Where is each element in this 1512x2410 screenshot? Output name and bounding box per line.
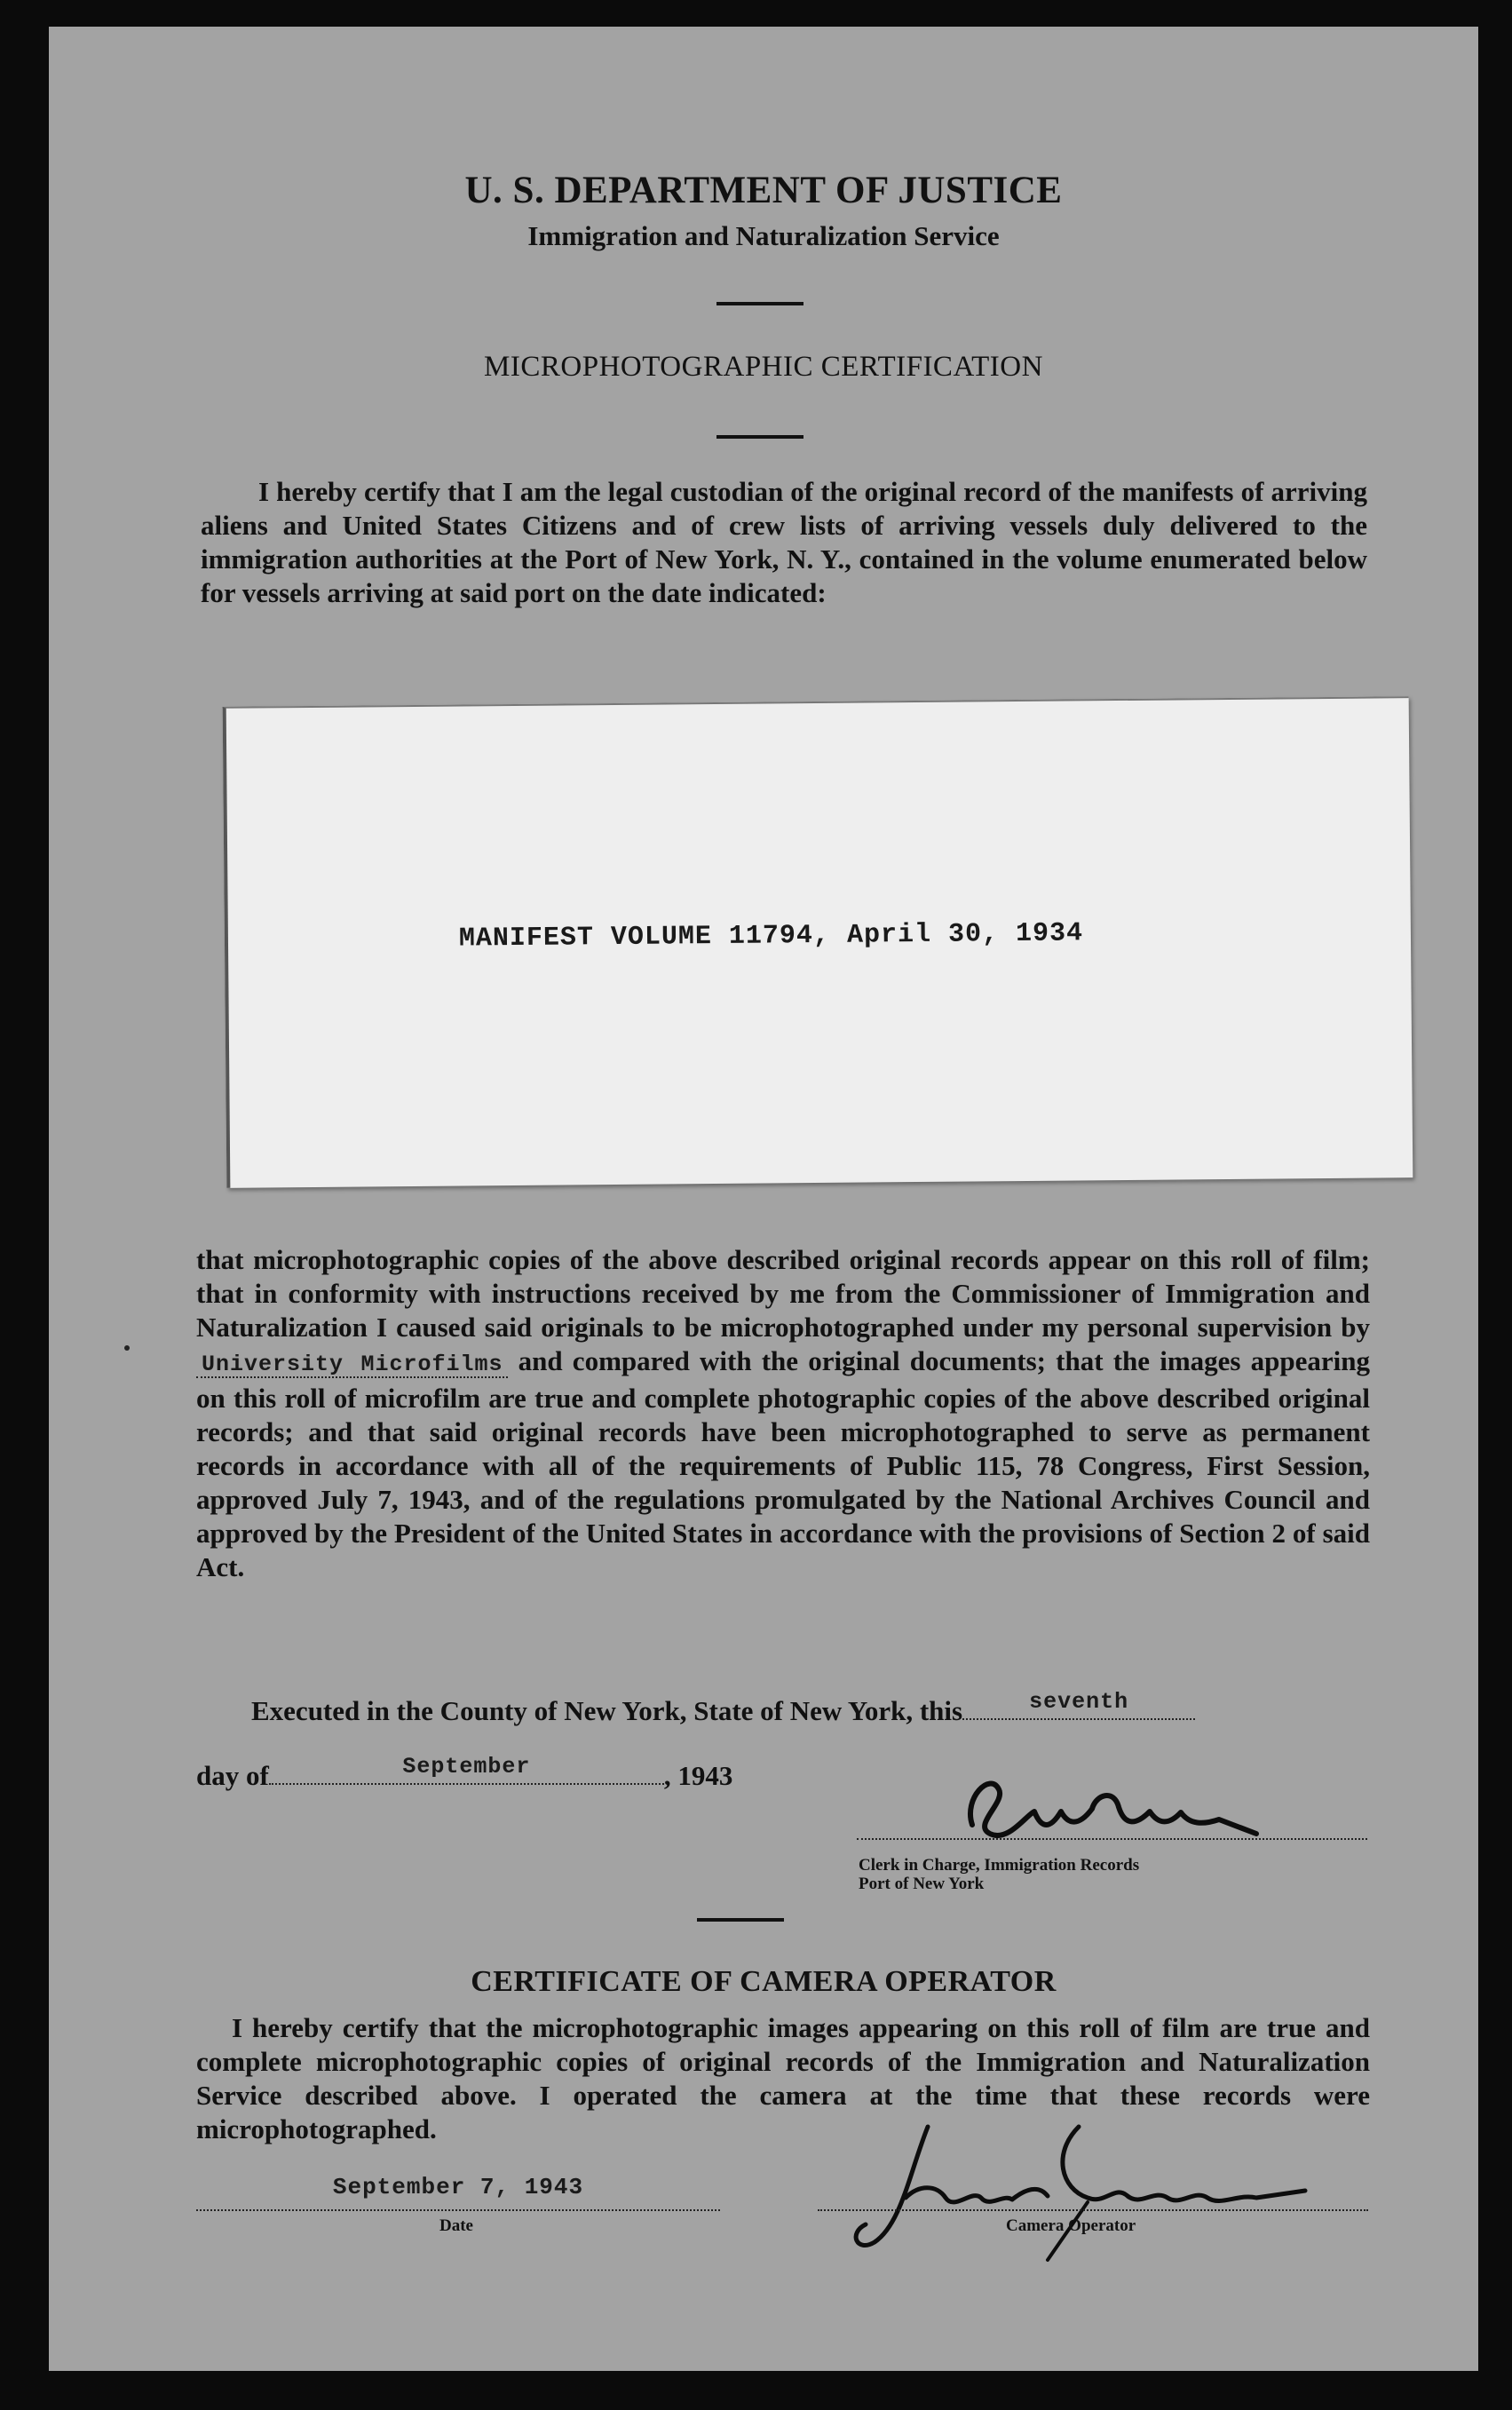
year-suffix: , 1943: [663, 1760, 733, 1791]
film-speck: [124, 1345, 130, 1351]
divider-rule: [716, 435, 803, 439]
camera-certificate-paragraph: I hereby certify that the microphotographic images appearing on this roll of film are true and complete microphotographic copies of original records of the Immigration and Naturalization Service described above. I operated the camera at the time that these records were microphotographed.: [196, 2012, 1370, 2144]
camera-certificate-heading: CERTIFICATE OF CAMERA OPERATOR: [471, 1965, 1057, 1998]
date-label: Date: [439, 2216, 473, 2235]
manifest-volume-text: MANIFEST VOLUME 11794, April 30, 1934: [458, 918, 1084, 955]
date-line: [196, 2209, 720, 2211]
executed-line: [251, 1689, 1195, 1727]
executed-month: September: [402, 1754, 531, 1780]
executed-month-field: [269, 1756, 664, 1785]
certification-heading: MICROPHOTOGRAPHIC CERTIFICATION: [484, 351, 1043, 383]
operation-date: September 7, 1943: [332, 2174, 584, 2200]
bureau-subtitle: Immigration and Naturalization Service: [527, 220, 1000, 251]
clerk-signature: [937, 1763, 1265, 1860]
clerk-title-line1: Clerk in Charge, Immigration Records: [859, 1856, 1140, 1875]
day-of-line: [196, 1756, 732, 1792]
intro-paragraph: I hereby certify that I am the legal custodian of the original record of the manifests of arriving aliens and United States Citizens and of crew lists of arriving vessels duly delivered to the immigration authorities at the Port of New York, N. Y., contained in the volume enumerated below for vessels arriving at said port on the date indicated:: [201, 476, 1367, 608]
agency-title: U. S. DEPARTMENT OF JUSTICE: [464, 170, 1063, 211]
executed-day: seventh: [1029, 1689, 1129, 1715]
body-text-after: and compared with the original documents; that the images appearing on this roll of microfilm are true and complete photographic copies of the above described original records; and that said original records have been microphotographed to serve as permanent records in accordance with all of the requirements of Public 115, 78 Congress, First Session, approved July 7, 1943, and of the regulations promulgated by the National Archives Council and approved by the President of the United States in accordance with the provisions of Section 2 of said Act.: [196, 1345, 1371, 1582]
body-text-before: that microphotographic copies of the above described original records appear on this roll of film; that in conformity with instructions received by me from the Commissioner of Immigration and Naturalization I caused said originals to be microphotographed under my personal supervision by: [196, 1244, 1370, 1343]
executed-prefix: Executed in the County of New York, State of New York, this: [251, 1695, 963, 1726]
camera-operator-label: Camera Operator: [1006, 2216, 1136, 2235]
divider-rule: [716, 302, 803, 305]
divider-rule: [697, 1918, 784, 1922]
photographer-name: University Microfilms: [202, 1352, 503, 1377]
clerk-signature-line: [857, 1838, 1367, 1840]
photographer-field: [196, 1345, 508, 1378]
volume-insert-card: [223, 696, 1413, 1188]
clerk-title: [859, 1856, 1139, 1893]
clerk-title-line2: Port of New York: [859, 1875, 985, 1893]
executed-day-field: [962, 1689, 1195, 1720]
day-of-prefix: day of: [196, 1760, 269, 1791]
certificate-page: [49, 27, 1478, 2371]
certification-body-paragraph: [196, 1243, 1370, 1584]
camera-operator-signature: [821, 2100, 1318, 2269]
camera-operator-signature-line: [818, 2209, 1368, 2211]
